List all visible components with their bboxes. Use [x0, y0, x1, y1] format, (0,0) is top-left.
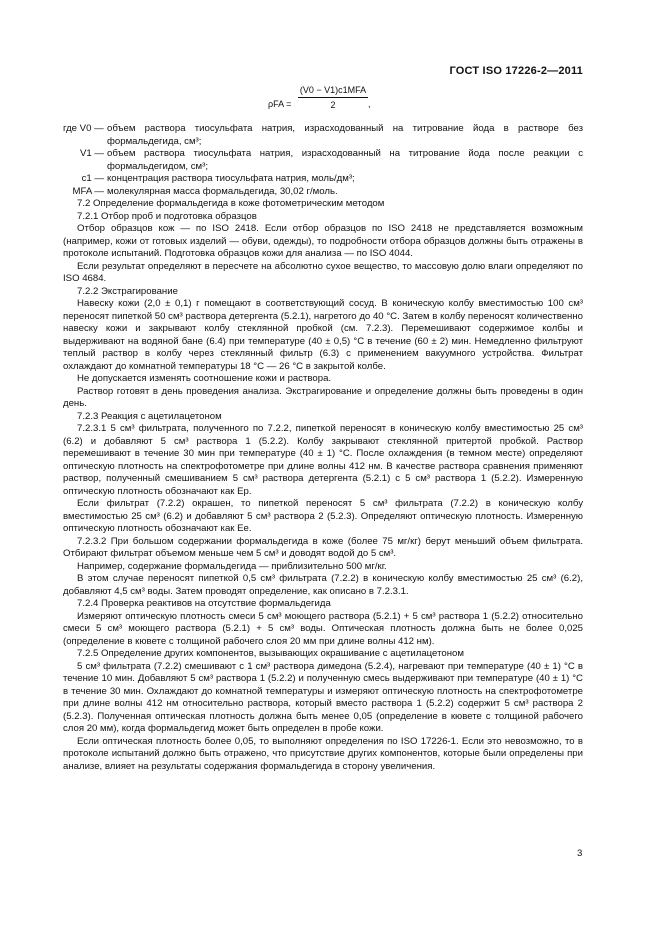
section-heading-7-2-3: 7.2.3 Реакция с ацетилацетоном: [77, 410, 222, 422]
page-number: 3: [577, 848, 583, 859]
formula-numerator: (V0 − V1)c1MFA: [298, 86, 368, 98]
definition-item: [63, 173, 583, 186]
paragraph: 7.2.3.1 5 см³ фильтрата, полученного по 7.2.2, пипеткой переносят в коническую колбу вместимостью 25 см³ (6.2) и добавляют 5 см³ раствора 1 (5.2.2). Колбу закрывают стеклянной притертой пробкой. Раствор перемешивают в течение 30 мин при температуре (40 ± 1) °С. После охлаждения (в темном месте) определяют оптическую плотность на спектрофотометре при длине волны 412 нм. В качестве раствора сравнения применяют раствор, полученный смешиванием 5 см³ раствора детергента (5.2.1) с 5 см³ раствора 1 (5.2.2). Измеренную оптическую плотность обозначают как Ep.: [63, 423, 583, 497]
paragraph: Если оптическая плотность более 0,05, то выполняют определения по ISO 17226-1. Если это невозможно, то в протоколе испытаний должно быть отражено, что присутствие других компонентов, которые были определены при анализе, влияет на результаты содержания формальдегида в сторону увеличения.: [63, 735, 583, 772]
document-body: [63, 123, 583, 773]
definition-text: концентрация раствора тиосульфата натрия, моль/дм³;: [107, 173, 355, 184]
paragraph: Измеряют оптическую плотность смеси 5 см³ моющего раствора (5.2.1) + 5 см³ раствора 1 (5.2.2) относительно смеси 5 см³ моющего раствора (5.2.1) + 5 см³ воды. Оптическая плотность должна быть не более 0,025 (определение в кювете с толщиной рабочего слоя 20 мм при длине волны 412 нм).: [63, 610, 583, 647]
paragraph: Если результат определяют в пересчете на абсолютно сухое вещество, то массовую долю влаги определяют по ISO 4684.: [63, 260, 583, 284]
section-heading-7-2-4: 7.2.4 Проверка реактивов на отсутствие формальдегида: [77, 598, 331, 609]
definition-text: объем раствора тиосульфата натрия, израсходованный на титрование йода после реакции с формальдегидом, см³;: [107, 148, 583, 172]
paragraph: Если фильтрат (7.2.2) окрашен, то пипеткой переносят 5 см³ фильтрата (7.2.2) в коническую колбу вместимостью 25 см³ (6.2) и добавляют 5 см³ раствора 2 (5.2.3). Определяют оптическую плотность. Измеренную оптическую плотность обозначают как Ee.: [63, 498, 583, 534]
definition-item: [63, 123, 583, 148]
formula-lhs: ρFA =: [268, 99, 292, 109]
paragraph: В этом случае переносят пипеткой 0,5 см³ фильтрата (7.2.2) в коническую колбу вместимостью 25 см³ (6.2), добавляют 4,5 см³ воды. Затем проводят определение, как описано в 7.2.3.1.: [63, 573, 583, 597]
definition-item: [63, 186, 583, 199]
definition-symbol: MFA —: [72, 185, 104, 197]
section-heading-7-2: 7.2 Определение формальдегида в коже фотометрическим методом: [77, 198, 385, 209]
definition-item: [63, 148, 583, 173]
definition-text: объем раствора тиосульфата натрия, израсходованный на титрование йода в растворе без формальдегида, см³;: [107, 123, 583, 147]
document-header: ГОСТ ISO 17226-2—2011: [449, 65, 583, 77]
paragraph: Например, содержание формальдегида — приблизительно 500 мг/кг.: [77, 560, 387, 572]
paragraph: Навеску кожи (2,0 ± 0,1) г помещают в соответствующий сосуд. В коническую колбу вместимостью 100 см³ переносят пипеткой 50 см³ раствора детергента (5.2.1), нагретого до 40 °С. Затем в колбу переносят количественно навеску кожи и закрывают колбу стеклянной пробкой (см. 7.2.3). Перемешивают содержимое колбы и выдерживают на водяной бане (6.4) при температуре (40 ± 0,5) °С в течение (60 ± 2) мин. Немедленно фильтруют теплый раствор в колбу через стеклянный фильтр (6.3) с применением вакуумного устройства. Фильтрат охлаждают до комнатной температуры 18 °С — 26 °С в закрытой колбе.: [63, 298, 583, 372]
definition-text: молекулярная масса формальдегида, 30,02 г/моль.: [107, 185, 338, 197]
paragraph: Не допускается изменять соотношение кожи и раствора.: [77, 373, 332, 384]
section-heading-7-2-5: 7.2.5 Определение других компонентов, вызывающих окрашивание с ацетилацетоном: [77, 648, 464, 659]
formula-fraction: [298, 86, 368, 110]
section-heading-7-2-2: 7.2.2 Экстрагирование: [77, 285, 178, 297]
paragraph: 7.2.3.2 При большом содержании формальдегида в коже (более 75 мг/кг) берут меньший объем фильтрата. Отбирают фильтрат объемом меньше чем 5 см³ и доводят водой до 5 см³.: [63, 535, 583, 559]
paragraph: Отбор образцов кож — по ISO 2418. Если отбор образцов по ISO 2418 не представляется возможным (например, кожи от готовых изделий — обуви, одежды), то подробности отбора образцов должны быть отражены в протоколе испытаний. Подготовка образцов кожи для анализа — по ISO 4044.: [63, 223, 583, 259]
section-heading-7-2-1: 7.2.1 Отбор проб и подготовка образцов: [77, 210, 257, 222]
paragraph: 5 см³ фильтрата (7.2.2) смешивают с 1 см³ раствора димедона (5.2.4), нагревают при температуре (40 ± 1) °С в течение 10 мин. Добавляют 5 см³ раствора 1 (5.2.2) и полученную смесь выдерживают при температуре (40 ± 1) °С в течение 30 мин. Охлаждают до комнатной температуры и измеряют оптическую плотность на спектрофотометре при длине волны 412 нм относительно раствора, который вместо раствора 1 (5.2.2) содержит 5 см³ раствора 2 (5.2.3). Полученная оптическая плотность должна быть менее 0,05 (определение в кювете с толщиной рабочего слоя 20 мм), когда формальдегид может быть определен в пробе кожи.: [63, 660, 583, 734]
formula-trail: ,: [368, 99, 371, 109]
definition-symbol: c1 —: [81, 173, 104, 184]
paragraph: Раствор готовят в день проведения анализа. Экстрагирование и определение должны быть проведены в один день.: [63, 385, 583, 409]
definition-symbol: V1 —: [80, 148, 104, 159]
formula-denominator: 2: [330, 100, 336, 110]
definition-symbol: где V0 —: [63, 123, 104, 134]
